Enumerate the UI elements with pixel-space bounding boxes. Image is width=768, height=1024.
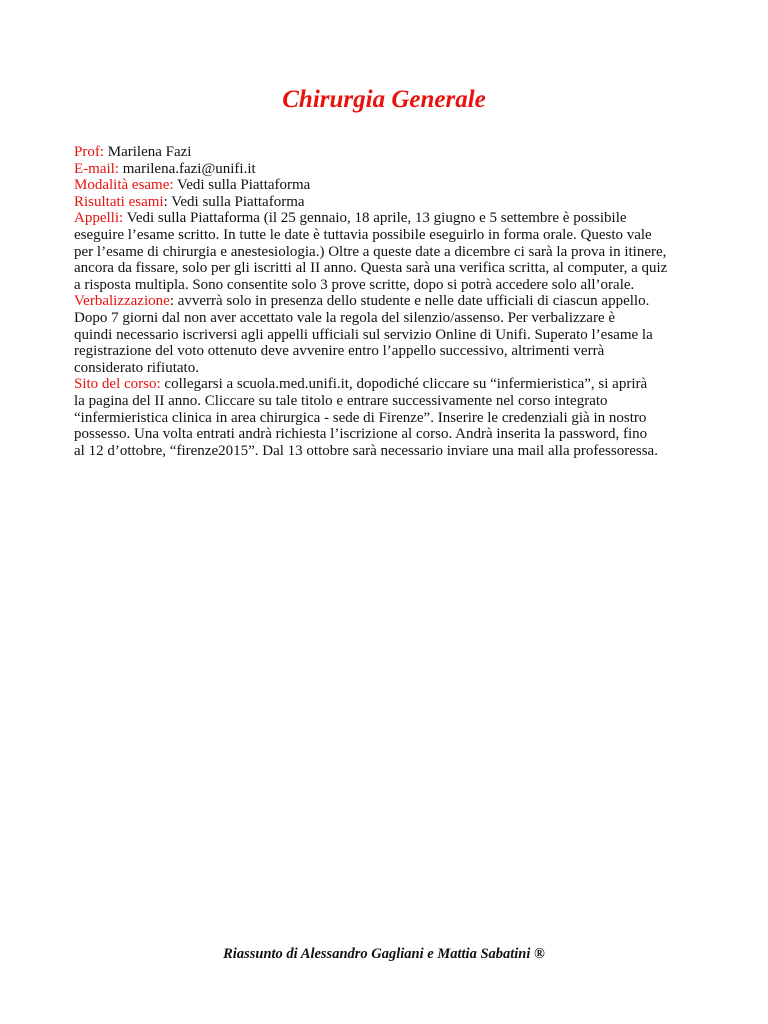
email-row [74,161,704,178]
prof-value: Marilena Fazi [104,144,192,160]
verbalizzazione-row [74,293,704,310]
appelli-label: Appelli: [74,210,124,227]
email-label: E-mail: [74,160,119,177]
sito-label: Sito del corso: [74,376,161,393]
sito-line: al 12 d’ottobre, “firenze2015”. Dal 13 ottobre sarà necessario inviare una mail alla professoressa. [74,442,658,459]
sito-line: la pagina del II anno. Cliccare su tale titolo e entrare successivamente nel corso integrato [74,392,608,409]
risultati-label: Risultati esami [74,193,164,210]
prof-row [74,144,704,161]
modalita-label: Modalità esame: [74,177,174,194]
footer-credits: Riassunto di Alessandro Gagliani e Mattia Sabatini ® [223,946,545,962]
verbalizzazione-line: Dopo 7 giorni dal non aver accettato vale la regola del silenzio/assenso. Per verbalizzare è [74,309,616,326]
appelli-line: eseguire l’esame scritto. In tutte le date è tuttavia possibile eseguirlo in forma orale. Questo vale [74,226,652,243]
page-title: Chirurgia Generale [282,86,486,113]
sito-line: possesso. Una volta entrati andrà richiesta l’iscrizione al corso. Andrà inserita la password, fino [74,426,648,443]
verbalizzazione-label: Verbalizzazione [74,293,170,310]
email-value: marilena.fazi@unifi.it [119,160,256,177]
risultati-row [74,194,704,211]
sito-line: “infermieristica clinica in area chirurgica - sede di Firenze”. Inserire le credenziali già in nostro [74,409,647,426]
verbalizzazione-text: : avverrà solo in presenza dello studente e nelle date ufficiali di ciascun appello. [169,293,650,310]
sito-row [74,376,704,393]
modalita-row [74,177,704,194]
appelli-line: ancora da fissare, solo per gli iscritti al II anno. Questa sarà una verifica scritta, al computer, a quiz [74,260,668,277]
appelli-row [74,210,704,227]
verbalizzazione-line: quindi necessario iscriversi agli appelli ufficiali sul servizio Online di Unifi. Superato l’esame la [74,326,653,343]
verbalizzazione-line: registrazione del voto ottenuto deve avvenire entro l’appello successivo, altrimenti verrà [74,343,605,360]
appelli-text: Vedi sulla Piattaforma (il 25 gennaio, 18 aprile, 13 giugno e 5 settembre è possibile [123,210,627,227]
prof-label: Prof: [74,144,104,160]
appelli-line: per l’esame di chirurgia e anestesiologia.) Oltre a queste date a dicembre ci sarà la prova in itinere, [74,243,667,260]
appelli-line: a risposta multipla. Sono consentite solo 3 prove scritte, dopo si potrà accedere solo all’orale. [74,276,635,293]
course-info [74,144,704,459]
sito-text: collegarsi a scuola.med.unifi.it, dopodiché cliccare su “infermieristica”, si aprirà [160,376,648,393]
risultati-value: : Vedi sulla Piattaforma [163,193,305,210]
modalita-value: Vedi sulla Piattaforma [173,177,311,194]
verbalizzazione-line: considerato rifiutato. [74,359,199,376]
